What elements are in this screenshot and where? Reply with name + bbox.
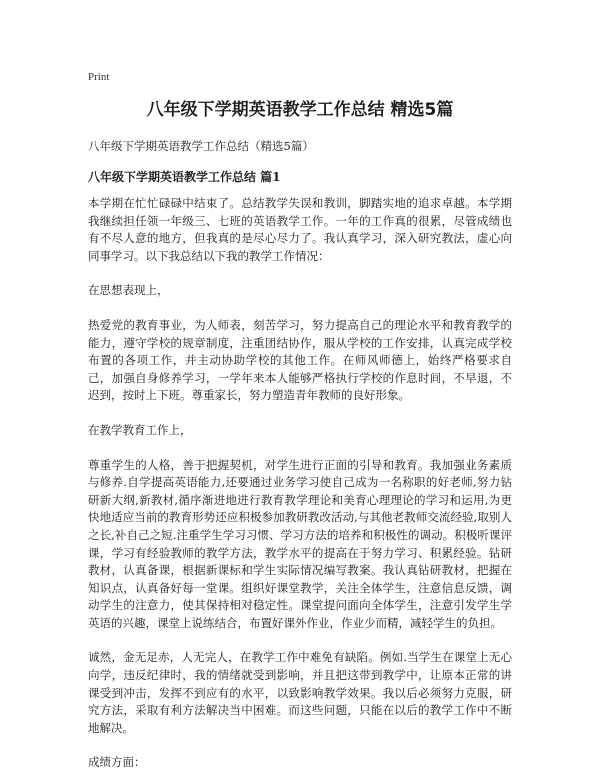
paragraph-intro: 本学期在忙忙碌碌中结束了。总结教学失误和教训，脚踏实地的追求卓越。本学期我继续担任领一年级三、七班的英语教学工作。一年的工作真的很累，尽管成绩也有不尽人意的地方，但我真的是尽心尽力了。我认真学习，深入研究教法，虚心向同事学习。以下我总结以下我的教学工作情况： — [88, 196, 512, 263]
paragraph-shortcomings: 诚然，金无足赤，人无完人，在教学工作中难免有缺陷。例如.当学生在课堂上无心向学，违反纪律时，我的情绪就受到影响，并且把这带到教学中，让原本正常的讲课受到冲击，发挥不到应有的水平，以致影响教学效果。我以后必须努力克服，研究方法，采取有利方法解决当中困难。而这些问题，只能在以后的教学工作中不断地解决。 — [88, 650, 512, 735]
paragraph-teaching: 尊重学生的人格，善于把握契机，对学生进行正面的引导和教育。我加强业务素质与修养.自学提高英语能力,还要通过业务学习使自己成为一名称职的好老师,努力钻研新大纲,新教材,循序渐进地进行教育教学理论和美育心理理论的学习和运用,为更快地适应当前的教育形势还应积极参加教研教改活动,与其他老教师交流经验,取别人之长,补自己之短.注重学生学习习惯、学习方法的培养和积极性的调动。积极听课评课，学习有经验教师的教学方法，教学水平的提高在于努力学习、积累经验。钻研教材，认真备课，根据新课标和学生实际情况编写教案。我认真钻研教材，把握在知识点，认真备好每一堂课。组织好课堂教学，关注全体学生，注意信息反馈，调动学生的注意力，使其保持相对稳定性。课堂提问面向全体学生，注意引发学生学英语的兴趣，课堂上说练结合，布置好课外作业，作业少而精，减轻学生的负担。 — [88, 457, 512, 630]
print-label: Print — [88, 71, 110, 83]
paragraph-ideology-heading: 在思想表现上， — [88, 283, 169, 298]
paragraph-results-heading: 成绩方面： — [88, 755, 146, 770]
paragraph-teaching-heading: 在教学教育工作上， — [88, 422, 192, 437]
section-heading: 八年级下学期英语教学工作总结 篇1 — [88, 170, 281, 184]
paragraph-ideology: 热爱党的教育事业，为人师表，刻苦学习，努力提高自己的理论水平和教育教学的能力，遵守学校的规章制度，注重团结协作，服从学校的工作安排，认真完成学校布置的各项工作，并主动协助学校的其他工作。在师风师德上，始终严格要求自己，加强自身修养学习，一学年来本人能够严格执行学校的作息时间，不早退，不迟到，按时上下班。尊重家长，努力塑造青年教师的良好形象。 — [88, 317, 512, 403]
page-title: 八年级下学期英语教学工作总结 精选5篇 — [146, 100, 454, 120]
document-subtitle: 八年级下学期英语教学工作总结（精选5篇） — [88, 139, 314, 153]
